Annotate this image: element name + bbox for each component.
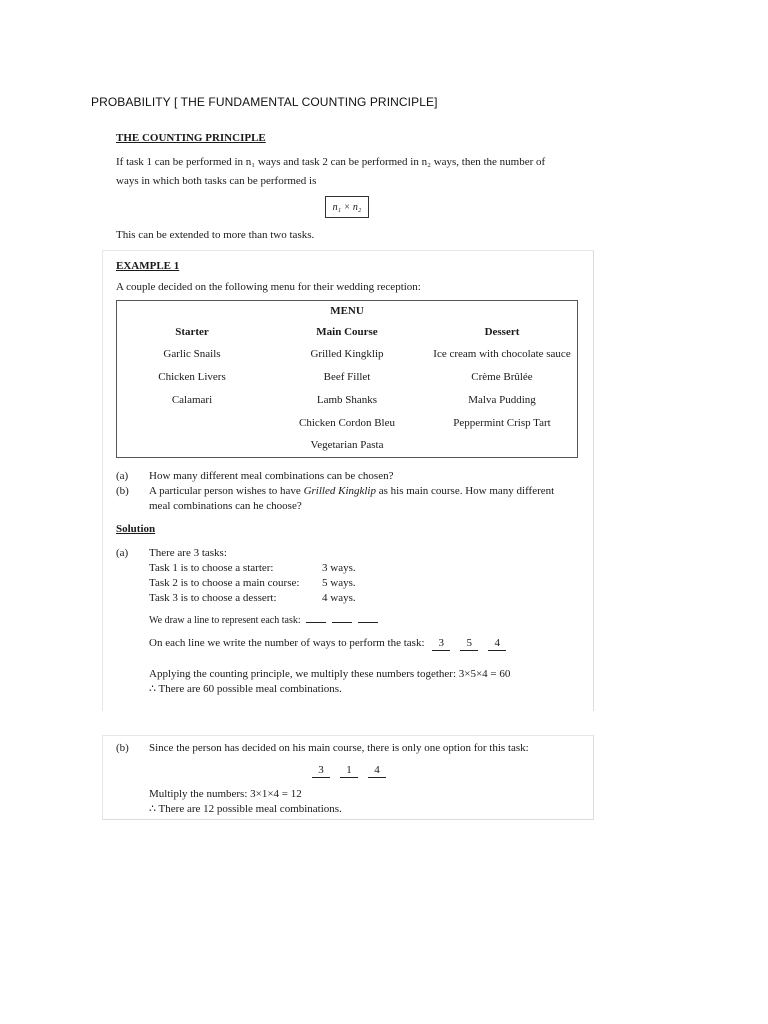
multiply-text: Multiply the numbers: 3×1×4 = 12 <box>149 788 302 800</box>
value-line: 3 <box>432 636 450 651</box>
applying-text: Applying the counting principle, we multiply these numbers together: 3×5×4 = 60 <box>149 668 511 680</box>
principle-heading: THE COUNTING PRINCIPLE <box>116 132 266 144</box>
main-item: Vegetarian Pasta <box>310 439 384 451</box>
solution-b-intro: Since the person has decided on his main course, there is only one option for this task: <box>149 742 529 754</box>
page-title: PROBABILITY [ THE FUNDAMENTAL COUNTING PRINCIPLE] <box>91 95 438 109</box>
main-item: Grilled Kingklip <box>310 348 384 360</box>
task-text: Task 1 is to choose a starter: <box>149 562 274 574</box>
value-line: 3 <box>312 763 330 778</box>
task-ways: 4 ways. <box>322 592 356 604</box>
question-b-italic: Grilled Kingklip <box>303 485 376 497</box>
main-item: Beef Fillet <box>323 371 371 383</box>
each-line-label: On each line we write the number of ways to perform the task: <box>149 637 425 649</box>
question-a-text: How many different meal combinations can be chosen? <box>149 470 394 482</box>
column-header-dessert: Dessert <box>484 326 520 338</box>
task-ways: 5 ways. <box>322 577 356 589</box>
draw-line-label: We draw a line to represent each task: <box>149 615 301 626</box>
principle-line-1: If task 1 can be performed in n₁ ways and task 2 can be performed in n₂ ways, then the number of <box>116 156 546 168</box>
solution-b-values <box>307 763 391 778</box>
starter-item: Garlic Snails <box>163 348 221 360</box>
dessert-item: Malva Pudding <box>468 394 536 406</box>
question-b-text-part: A particular person wishes to have <box>149 485 304 497</box>
main-item: Chicken Cordon Bleu <box>299 417 395 429</box>
example-heading: EXAMPLE 1 <box>116 260 180 272</box>
question-b-label: (b) <box>116 485 129 497</box>
task-text: Task 2 is to choose a main course: <box>149 577 300 589</box>
menu-title: MENU <box>330 305 364 317</box>
question-a-label: (a) <box>116 470 129 482</box>
dessert-item: Crème Brûlée <box>471 371 533 383</box>
formula: n₁ × n₂ <box>332 201 362 213</box>
main-item: Lamb Shanks <box>316 394 378 406</box>
principle-extension: This can be extended to more than two tasks. <box>116 229 315 241</box>
column-header-main: Main Course <box>316 326 378 338</box>
task-blank-line <box>332 614 352 623</box>
solution-b-label: (b) <box>116 742 129 754</box>
solution-a-intro: There are 3 tasks: <box>149 547 227 559</box>
question-b-text-part: as his main course. How many different <box>376 485 555 497</box>
question-b-text <box>149 484 554 498</box>
starter-item: Chicken Livers <box>158 371 226 383</box>
example-intro: A couple decided on the following menu for their wedding reception: <box>116 281 421 293</box>
task-ways: 3 ways. <box>322 562 356 574</box>
task-blank-line <box>306 614 326 623</box>
value-line: 4 <box>368 763 386 778</box>
solution-heading: Solution <box>116 523 156 535</box>
value-line: 1 <box>340 763 358 778</box>
dessert-item: Ice cream with chocolate sauce <box>433 348 571 360</box>
task-text: Task 3 is to choose a dessert: <box>149 592 277 604</box>
conclusion-a: ∴ There are 60 possible meal combinations. <box>149 683 342 695</box>
menu-table <box>116 300 578 458</box>
starter-item: Calamari <box>171 394 213 406</box>
formula-box <box>325 196 369 218</box>
value-line: 4 <box>488 636 506 651</box>
solution-a-label: (a) <box>116 547 129 559</box>
each-line-text <box>149 636 511 651</box>
dessert-item: Peppermint Crisp Tart <box>453 417 551 429</box>
principle-line-2: ways in which both tasks can be performed is <box>116 175 317 187</box>
value-line: 5 <box>460 636 478 651</box>
task-blank-line <box>358 614 378 623</box>
question-b-text-line-2: meal combinations can he choose? <box>149 500 302 512</box>
conclusion-b: ∴ There are 12 possible meal combinations. <box>149 803 342 815</box>
draw-line-text <box>149 614 384 628</box>
column-header-starter: Starter <box>175 326 209 338</box>
